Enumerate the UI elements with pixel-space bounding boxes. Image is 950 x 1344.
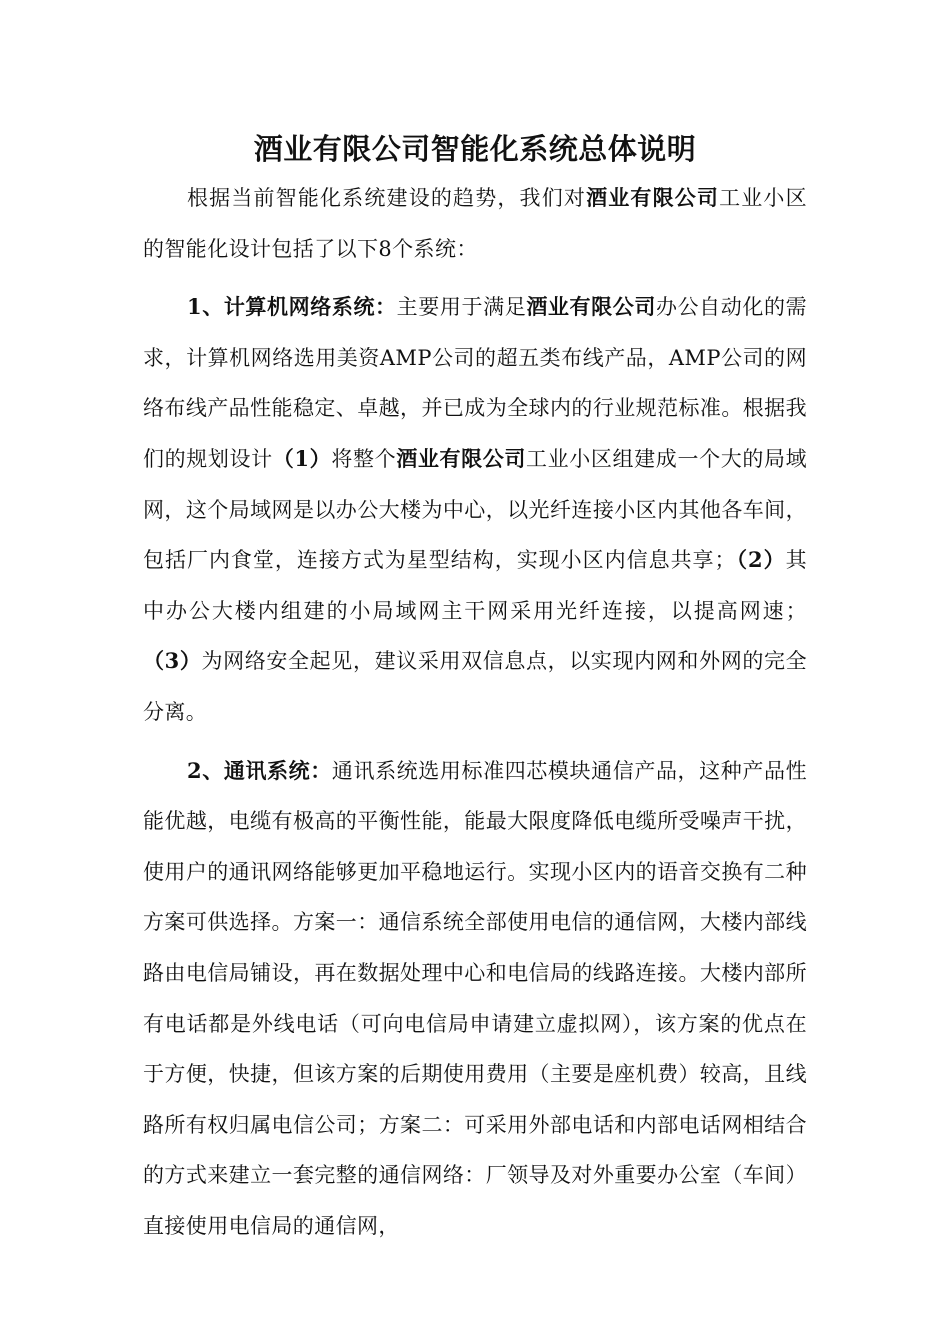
company-name: 酒业有限公司 xyxy=(396,445,527,471)
company-name: 酒业有限公司 xyxy=(586,185,720,210)
section1-text-4: 工业小区组建成一个大的局域网，这个局域网是以办公大楼为中心，以光纤连接小区内其他各车间，包括厂内食堂，连接方式为星型结构，实现小区内信息共享； xyxy=(143,446,808,573)
list-marker-1: （1） xyxy=(272,445,332,471)
section1-heading: 1、计算机网络系统： xyxy=(187,294,397,320)
intro-text-1: 根据当前智能化系统建设的趋势，我们对 xyxy=(187,186,587,210)
section1-text-2: 办公自动化的需求，计算机网络选用美资AMP公司的超五类布线产品，AMP公司的网络布线产品性能稳定、卓越，并已成为全球内的行业规范标准。根据我们的规划设计 xyxy=(143,295,807,471)
section2-heading: 2、通讯系统： xyxy=(187,757,332,783)
list-marker-3: （3） xyxy=(143,648,202,674)
intro-text-2: 工业小区的智能化设计包括了以下8个系统： xyxy=(143,186,808,261)
list-marker-2: （2） xyxy=(735,547,786,573)
document-title: 酒业有限公司智能化系统总体说明 xyxy=(253,132,697,166)
section1-text-5: 其中办公大楼内组建的小局域网主干网采用光纤连接，以提高网速； xyxy=(143,548,807,623)
company-name: 酒业有限公司 xyxy=(526,294,656,320)
section2-text: 通讯系统选用标准四芯模块通信产品，这种产品性能优越，电缆有极高的平衡性能，能最大限度降低电缆所受噪声干扰，使用户的通讯网络能够更加平稳地运行。实现小区内的语音交换有二种方案可供选择。方案一：通信系统全部使用电信的通信网，大楼内部线路由电信局铺设，再在数据处理中心和电信局的线路连接。大楼内部所有电话都是外线电话（可向电信局申请建立虚拟网），该方案的优点在于方便，快捷，但该方案的后期使用费用（主要是座机费）较高，且线路所有权归属电信公司；方案二：可采用外部电话和内部电话网相结合的方式来建立一套完整的通信网络：厂领导及对外重要办公室（车间）直接使用电信局的通信网， xyxy=(143,758,807,1238)
section1-text-3: 将整个 xyxy=(331,446,397,471)
section1-paragraph xyxy=(143,282,807,737)
section1-text-6: 为网络安全起见，建议采用双信息点，以实现内网和外网的完全分离。 xyxy=(143,649,807,724)
section1-text-1: 主要用于满足 xyxy=(396,295,527,320)
document-body xyxy=(143,173,807,1251)
intro-paragraph xyxy=(143,173,807,274)
section2-paragraph xyxy=(143,746,807,1252)
